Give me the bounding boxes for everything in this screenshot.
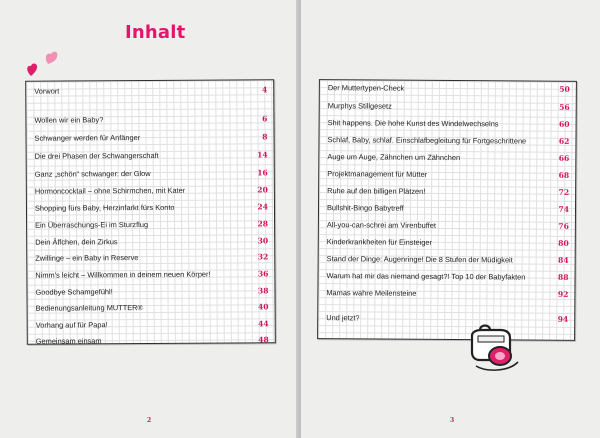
toc-entry bbox=[35, 185, 268, 200]
toc-list-right bbox=[326, 80, 570, 324]
toc-entry bbox=[327, 186, 569, 202]
toc-entry-page: 30 bbox=[257, 236, 269, 246]
contents-heading: Inhalt bbox=[125, 22, 186, 43]
toc-entry bbox=[327, 169, 569, 185]
toc-entry-title: Projektmanagement für Mütter bbox=[327, 169, 428, 179]
toc-entry-page: 76 bbox=[558, 221, 569, 231]
toc-entry bbox=[328, 83, 570, 99]
toc-entry-page: 88 bbox=[557, 272, 569, 282]
toc-entry-title: Dein Äffchen, dein Zirkus bbox=[35, 237, 118, 247]
toc-entry-page: 14 bbox=[257, 150, 268, 160]
toc-entry-title: Zwillinge – ein Baby in Reserve bbox=[35, 253, 139, 263]
left-page bbox=[0, 0, 299, 438]
toc-entry bbox=[36, 335, 269, 350]
toc-entry-page: 8 bbox=[262, 132, 268, 142]
toc-entry bbox=[36, 319, 269, 334]
toc-entry-title: Auge um Auge, Zähnchen um Zähnchen bbox=[327, 152, 461, 163]
toc-entry bbox=[35, 150, 268, 165]
toc-entry bbox=[35, 168, 268, 183]
toc-entry-page: 32 bbox=[257, 252, 269, 262]
toc-entry bbox=[34, 85, 267, 100]
toc-entry-title: Shopping fürs Baby, Herzinfarkt fürs Konto bbox=[34, 202, 175, 213]
toc-entry-title: Ein Überraschungs-Ei im Sturzflug bbox=[35, 220, 149, 230]
toc-entry-page: 92 bbox=[557, 289, 569, 299]
toc-entry-title: Wollen wir ein Baby? bbox=[34, 115, 104, 125]
toc-entry bbox=[35, 269, 268, 284]
toc-entry-title: Der Muttertypen-Check bbox=[327, 83, 405, 93]
right-page bbox=[301, 0, 600, 438]
toc-entry bbox=[328, 118, 570, 134]
toc-entry-page: 48 bbox=[258, 335, 269, 345]
toc-box-left bbox=[25, 79, 276, 345]
page-number-right: 3 bbox=[450, 417, 455, 424]
toc-entry-page: 74 bbox=[558, 204, 570, 214]
toc-entry bbox=[326, 271, 568, 287]
toc-entry-title: Kinderkrankheiten für Einsteiger bbox=[326, 237, 432, 247]
toc-entry bbox=[35, 286, 268, 301]
toc-entry-title: Goodbye Schamgefühl! bbox=[35, 287, 113, 297]
toc-entry bbox=[327, 254, 569, 270]
toc-list-left bbox=[34, 80, 269, 346]
toc-entry-title: Bullshit-Bingo Babytreff bbox=[326, 203, 404, 213]
toc-entry-page: 38 bbox=[257, 286, 269, 296]
toc-entry bbox=[327, 203, 569, 219]
toc-entry-page: 4 bbox=[261, 85, 268, 95]
toc-entry bbox=[326, 288, 568, 304]
toc-entry-title: Schlaf, Baby, schlaf. Einschlafbegleitung für Fortgeschrittene bbox=[327, 135, 527, 146]
toc-entry bbox=[327, 237, 569, 253]
toc-entry-title: Warum hat mir das niemand gesagt?! Top 10 der Babyfakten bbox=[326, 271, 526, 282]
toc-entry bbox=[34, 114, 267, 129]
toc-entry-title: Bedienungsanleitung MUTTER® bbox=[35, 303, 143, 313]
toc-entry-page: 60 bbox=[558, 119, 570, 129]
pacifier-icon bbox=[466, 322, 522, 374]
toc-entry-page: 6 bbox=[262, 114, 268, 124]
toc-entry-title: Die drei Phasen der Schwangerschaft bbox=[34, 150, 159, 161]
toc-entry-title: Hormoncocktail – ohne Schirmchen, mit Kater bbox=[34, 185, 186, 196]
toc-entry-title: All-you-can-schrei am Virenbuffet bbox=[326, 220, 436, 230]
toc-entry bbox=[327, 220, 569, 236]
toc-entry-page: 68 bbox=[558, 170, 570, 180]
toc-entry-page: 20 bbox=[257, 185, 268, 195]
toc-entry-page: 36 bbox=[257, 269, 269, 279]
toc-entry-title: Ganz „schön“ schwanger: der Glow bbox=[34, 168, 151, 179]
toc-entry-title: Stand der Dinge: Augenringe! Die 8 Stufen der Müdigkeit bbox=[326, 254, 513, 265]
toc-entry-page: 72 bbox=[558, 187, 570, 197]
toc-entry-page: 84 bbox=[558, 255, 569, 265]
toc-entry-title: Vorwort bbox=[34, 86, 60, 96]
toc-entry-title: Und jetzt? bbox=[326, 313, 360, 323]
toc-entry bbox=[35, 252, 268, 267]
toc-entry bbox=[35, 132, 268, 147]
toc-entry bbox=[328, 101, 570, 117]
toc-box-right bbox=[317, 79, 577, 341]
toc-entry bbox=[326, 313, 568, 329]
toc-entry-page: 56 bbox=[559, 102, 570, 112]
toc-entry bbox=[35, 202, 268, 217]
toc-entry bbox=[327, 135, 569, 151]
toc-entry-page: 62 bbox=[558, 136, 570, 146]
hearts-icon bbox=[22, 48, 64, 82]
page-number-left: 2 bbox=[147, 417, 152, 424]
toc-entry-page: 66 bbox=[558, 153, 570, 163]
toc-entry-page: 28 bbox=[257, 219, 269, 229]
toc-entry bbox=[36, 302, 269, 317]
toc-entry-page: 50 bbox=[559, 84, 570, 94]
toc-entry-page: 16 bbox=[257, 168, 268, 178]
toc-entry bbox=[35, 236, 268, 251]
toc-entry-title: Murphys Stillgesetz bbox=[327, 101, 392, 111]
toc-entry-page: 40 bbox=[257, 302, 269, 312]
toc-entry bbox=[327, 152, 569, 168]
toc-entry-page: 24 bbox=[257, 202, 268, 212]
toc-entry-title: Nimm's leicht – Willkommen in deinem neuen Körper! bbox=[35, 269, 211, 280]
toc-entry-page: 94 bbox=[557, 314, 569, 324]
toc-entry-page: 44 bbox=[258, 319, 269, 329]
toc-entry-title: Gemeinsam einsam bbox=[35, 336, 102, 346]
toc-entry-title: Mamas wahre Meilensteine bbox=[326, 288, 417, 298]
toc-entry-title: Ruhe auf den billigen Plätzen! bbox=[327, 186, 426, 196]
toc-entry-page: 80 bbox=[558, 238, 569, 248]
toc-entry-title: Vorhang auf für Papa! bbox=[35, 320, 108, 330]
toc-entry-title: Shit happens. Die hohe Kunst des Windelwechselns bbox=[327, 118, 499, 129]
toc-entry bbox=[35, 219, 268, 234]
toc-entry-title: Schwanger werden für Anfänger bbox=[34, 133, 141, 143]
